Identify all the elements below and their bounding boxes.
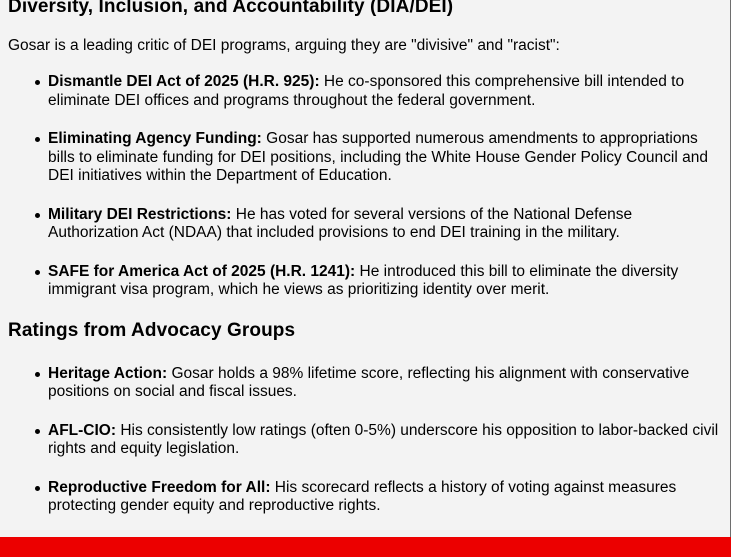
section-heading-dia-dei: Diversity, Inclusion, and Accountability (DIA/DEI) [8, 0, 454, 17]
item-text: He introduced this bill to eliminate the diversity immigrant visa program, which he views as prioritizing identity over merit. [48, 262, 679, 298]
list-item-reproductive-freedom [48, 479, 723, 516]
item-text: Gosar holds a 98% lifetime score, reflecting his alignment with conservative positions on social and fiscal issues. [48, 364, 690, 400]
item-label: Dismantle DEI Act of 2025 (H.R. 925): [48, 73, 320, 90]
list-item-afl-cio [48, 422, 723, 459]
list-item-heritage-action [48, 365, 723, 402]
item-text: His consistently low ratings (often 0-5%) underscore his opposition to labor-backed civil rights and equity legislation. [48, 421, 719, 457]
item-text: Gosar has supported numerous amendments to appropriations bills to eliminate funding for DEI positions, including the White House Gender Policy Council and DEI initiatives within the Department of Education. [48, 130, 708, 184]
item-label: Military DEI Restrictions: [48, 205, 232, 223]
ratings-list [8, 365, 723, 516]
item-label: Reproductive Freedom for All: [48, 478, 271, 496]
list-item-military-dei [48, 206, 723, 243]
list-item-agency-funding [48, 130, 723, 186]
item-label: Heritage Action: [48, 364, 168, 382]
item-label: SAFE for America Act of 2025 (H.R. 1241): [48, 262, 356, 280]
list-item-safe-for-america-act [48, 263, 723, 300]
section-heading-ratings: Ratings from Advocacy Groups [8, 319, 296, 341]
section-intro: Gosar is a leading critic of DEI programs, arguing they are "divisive" and "racist": [8, 37, 560, 54]
item-text: He has voted for several versions of the National Defense Authorization Act (NDAA) that included provisions to end DEI training in the military. [48, 205, 633, 241]
item-label: AFL-CIO: [48, 421, 117, 439]
dei-actions-list [8, 73, 723, 300]
document-content [8, 0, 723, 516]
item-label: Eliminating Agency Funding: [48, 130, 262, 147]
footer-red-bar [0, 537, 731, 557]
item-text: He co-sponsored this comprehensive bill intended to eliminate DEI offices and programs throughout the federal government. [48, 73, 685, 109]
item-text: His scorecard reflects a history of voting against measures protecting gender equity and reproductive rights. [48, 478, 677, 514]
list-item-dismantle-dei-act [48, 73, 723, 110]
